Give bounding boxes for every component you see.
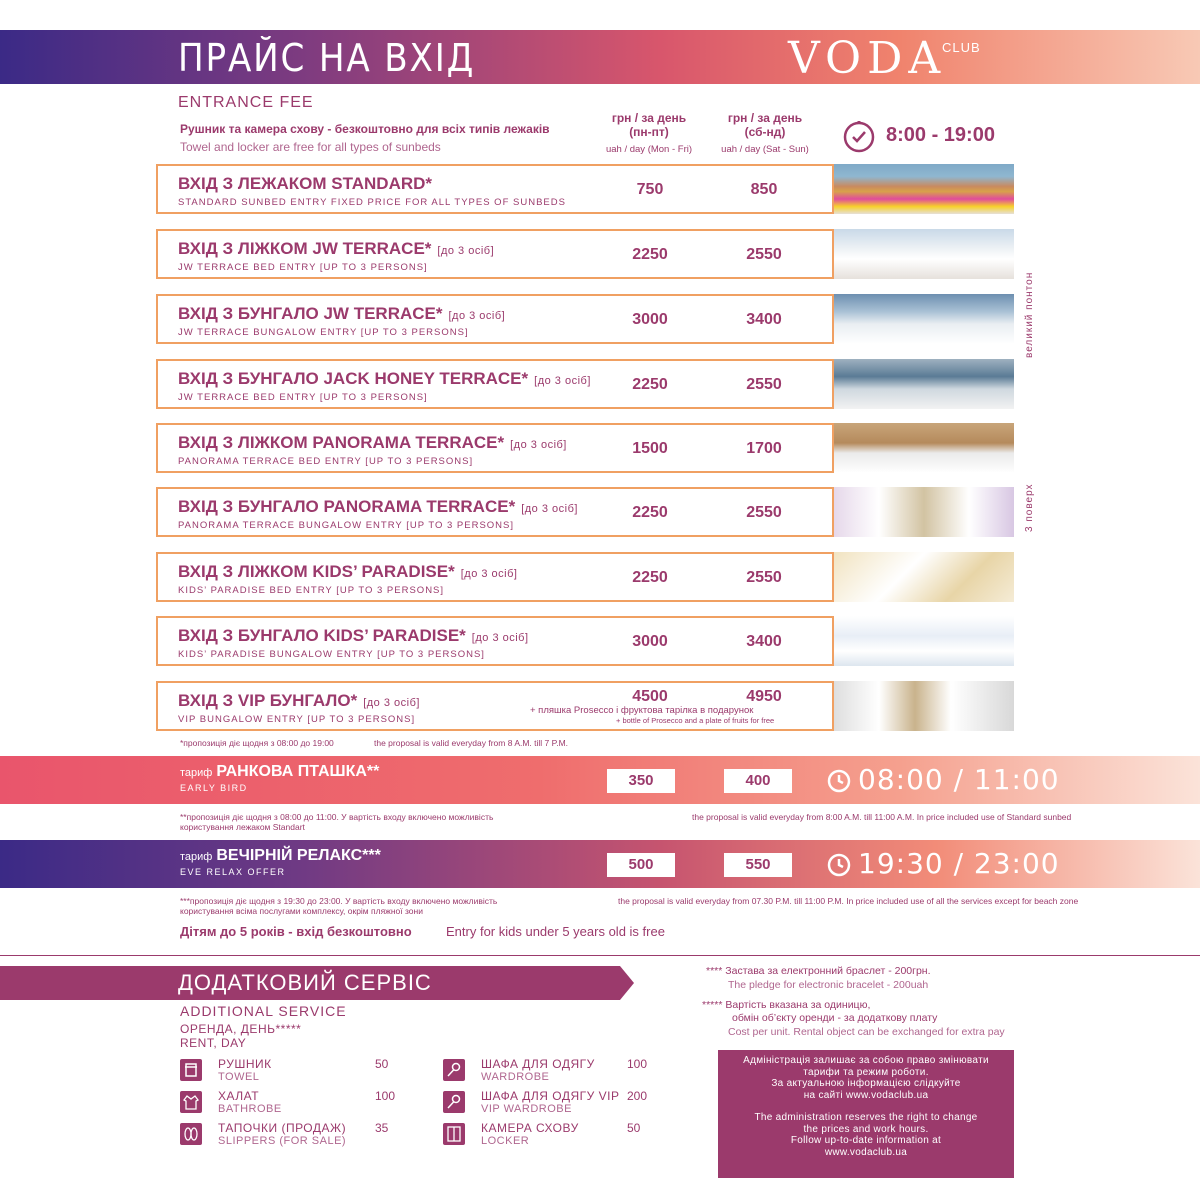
note-bracelet-uk: **** Застава за електронний браслет - 200грн. [706,965,931,977]
price-weekend: 1700 [746,440,782,457]
price-weekend: 2550 [746,376,782,393]
row-note: [до 3 осіб] [363,697,420,709]
administration-notice [718,1050,1014,1178]
key-icon [443,1059,465,1081]
row-note: [до 3 осіб] [471,632,529,644]
key-icon [443,1091,465,1113]
row-note: [до 3 осіб] [510,439,567,451]
row-sub: JW TERRACE BUNGALOW ENTRY [UP TO 3 PERSONS] [178,327,469,338]
admin-line: www.vodaclub.ua [824,1146,908,1158]
admin-line: Адміністрація залишає за собою право змінювати [743,1055,989,1066]
row-title: ВХІД З ЛІЖКОМ PANORAMA TERRACE* [178,433,505,452]
note-unit-en: Cost per unit. Rental object can be exchanged for extra pay [728,1026,1005,1038]
vip-bungalow-photo [834,681,1014,731]
side-label-floor: 3 поверх [1024,483,1035,532]
weekend-sub: uah / day (Sat - Sun) [721,144,809,155]
price-weekday: 750 [636,181,664,198]
price-weekday: 2250 [632,504,668,521]
price-weekday: 2250 [632,376,668,393]
logo-club-text: CLUB [942,40,981,55]
row-title: ВХІД З ЛІЖКОМ JW TERRACE* [178,239,432,258]
opening-hours: 8:00 - 19:00 [886,124,995,146]
row-sub: JW TERRACE BED ENTRY [UP TO 3 PERSONS] [178,262,428,273]
weekend-title: грн / за день [727,111,803,125]
jw-terrace-bungalow-photo [834,294,1014,344]
early-bird-title [180,763,379,781]
jw-terrace-bed-photo [834,229,1014,279]
price-weekday: 3000 [632,311,668,328]
row-title: ВХІД З ЛІЖКОМ KIDS’ PARADISE* [178,562,455,581]
service-price: 100 [375,1089,396,1103]
price-row [156,616,834,666]
price-weekend: 3400 [746,311,782,328]
jack-honey-photo [834,359,1014,409]
note-bracelet-en: The pledge for electronic bracelet - 200uah [728,979,929,991]
standard-sunbed-photo [834,164,1014,214]
tariff-prefix: тариф [180,851,213,863]
row-sub: JW TERRACE BED ENTRY [UP TO 3 PERSONS] [178,392,428,403]
eve-relax-weekday-price: 500 [607,853,675,877]
service-en: WARDROBE [481,1071,550,1083]
row-note: [до 3 осіб] [460,568,518,580]
note-unit-uk-1: ***** Вартість вказана за одиницю, [702,999,871,1011]
kids-bed-photo [834,552,1014,602]
tariff-prefix: тариф [180,767,213,779]
service-en: SLIPPERS (FOR SALE) [218,1135,347,1147]
footnote-1-uk: *пропозиція діє щодня з 08:00 до 19:00 [180,738,334,748]
panorama-bungalow-photo [834,487,1014,537]
price-weekday: 3000 [632,633,668,650]
service-name: ХАЛАТ [218,1089,260,1103]
row-title: ВХІД З VIP БУНГАЛО* [178,691,358,710]
admin-line: За актуальною інформацією слідкуйте [771,1078,961,1089]
admin-line: Follow up-to-date information at [790,1135,942,1146]
early-bird-note-en: the proposal is valid everyday from 8:00 A.M. till 11:00 A.M. In price included use of Standard sunbed [692,812,1072,822]
price-row [156,229,834,279]
price-weekend: 4950 [746,688,782,705]
kids-free-uk: Дітям до 5 років - вхід безкоштовно [180,924,412,939]
service-name: ШАФА ДЛЯ ОДЯГУ VIP [481,1089,620,1103]
price-row [156,487,834,537]
row-note: [до 3 осіб] [521,503,578,515]
price-weekday: 2250 [632,246,668,263]
eve-relax-time: 19:30 / 23:00 [858,847,1060,880]
admin-line: The administration reserves the right to change [754,1112,978,1123]
weekend-days: (сб-нд) [744,125,786,139]
service-price: 35 [375,1121,389,1135]
row-sub: PANORAMA TERRACE BED ENTRY [UP TO 3 PERSONS] [178,456,474,467]
admin-line: тарифи та режим роботи. [803,1066,929,1078]
service-price: 200 [627,1089,648,1103]
price-row [156,552,834,602]
entrance-fee-heading: ENTRANCE FEE [178,94,314,111]
early-bird-note-line: **пропозиція діє щодня з 08:00 до 11:00. У вартість входу включено можливість [180,812,494,822]
early-bird-weekday-price: 350 [607,769,675,793]
clock-icon [842,120,876,154]
eve-relax-title [180,847,381,865]
price-weekend: 2550 [746,246,782,263]
price-weekday: 4500 [632,688,668,705]
price-weekend: 2550 [746,569,782,586]
column-header-weekend [700,111,830,157]
service-en: LOCKER [481,1135,530,1147]
row-title: ВХІД З БУНГАЛО KIDS’ PARADISE* [178,626,466,645]
service-en: BATHROBE [218,1103,282,1115]
price-row [156,681,834,731]
row-title: ВХІД З ЛЕЖАКОМ STANDARD* [178,174,433,193]
row-note: [до 3 осіб] [448,310,506,322]
service-name: КАМЕРА СХОВУ [481,1121,579,1135]
voda-logo: VODA [788,33,947,84]
bathrobe-icon [180,1091,202,1113]
admin-line: the prices and work hours. [803,1123,929,1135]
service-name: РУШНИК [218,1057,272,1071]
slippers-icon [180,1123,202,1145]
weekday-days: (пн-пт) [629,125,669,139]
towel-icon [180,1059,202,1081]
note-unit-uk-2: обмін об’єкту оренди - за додаткову плату [732,1012,938,1024]
row-title: ВХІД З БУНГАЛО PANORAMA TERRACE* [178,497,516,516]
price-row [156,359,834,409]
service-name: ШАФА ДЛЯ ОДЯГУ [481,1057,595,1071]
service-en: TOWEL [218,1071,260,1083]
service-price: 50 [375,1057,389,1071]
eve-relax-weekend-price: 550 [724,853,792,877]
panorama-bed-photo [834,423,1014,473]
early-bird-note-line: користування лежаком Standart [180,822,305,832]
price-weekend: 2550 [746,504,782,521]
page-title: ПРАЙС НА ВХІД [178,36,476,80]
eve-relax-sub: EVE RELAX OFFER [180,867,286,877]
early-bird-note-uk [180,812,493,832]
additional-service-title: ДОДАТКОВИЙ СЕРВІС [178,970,432,995]
price-row [156,423,834,473]
price-row [156,294,834,344]
row-sub: PANORAMA TERRACE BUNGALOW ENTRY [UP TO 3 PERSONS] [178,520,515,531]
admin-line: на сайті www.vodaclub.ua [803,1089,929,1101]
price-weekend: 3400 [746,633,782,650]
service-price: 100 [627,1057,648,1071]
column-header-weekday [584,111,714,157]
row-sub: VIP BUNGALOW ENTRY [UP TO 3 PERSONS] [178,714,416,725]
row-title: ВХІД З БУНГАЛО JACK HONEY TERRACE* [178,369,529,388]
locker-icon [443,1123,465,1145]
early-bird-sub: EARLY BIRD [180,783,248,793]
weekday-title: грн / за день [611,111,687,125]
service-price: 50 [627,1121,641,1135]
eve-relax-note-uk [180,896,497,916]
price-row [156,164,834,214]
eve-relax-name: ВЕЧІРНІЙ РЕЛАКС*** [216,847,381,864]
service-name: ТАПОЧКИ (ПРОДАЖ) [218,1121,347,1135]
clock-icon [826,852,852,878]
early-bird-name: РАНКОВА ПТАШКА** [216,763,380,780]
free-towel-uk: Рушник та камера схову - безкоштовно для всіх типів лежаків [180,122,550,136]
row-sub: STANDARD SUNBED ENTRY FIXED PRICE FOR ALL TYPES OF SUNBEDS [178,197,566,208]
divider [0,955,1200,956]
clock-icon [826,768,852,794]
vip-bonus-uk: + пляшка Prosecco і фруктова тарілка в подарунок [530,705,754,716]
side-label-pontoon: великий понтон [1024,271,1035,358]
weekday-sub: uah / day (Mon - Fri) [605,144,693,155]
service-en: VIP WARDROBE [481,1103,572,1115]
early-bird-time: 08:00 / 11:00 [858,763,1060,796]
price-weekend: 850 [750,181,778,198]
additional-service-en: ADDITIONAL SERVICE [180,1003,347,1019]
vip-bonus-en: + bottle of Prosecco and a plate of fruits for free [616,716,775,725]
free-towel-en: Towel and locker are free for all types of sunbeds [180,140,441,154]
footnote-1-en: the proposal is valid everyday from 8 A.M. till 7 P.M. [374,738,569,748]
eve-relax-note-en: the proposal is valid everyday from 07.30 P.M. till 11:00 P.M. In price included use of all the services except for beach zone [618,896,1079,906]
row-title: ВХІД З БУНГАЛО JW TERRACE* [178,304,443,323]
row-sub: KIDS’ PARADISE BED ENTRY [UP TO 3 PERSONS] [178,585,445,596]
price-weekday: 2250 [632,569,668,586]
row-sub: KIDS’ PARADISE BUNGALOW ENTRY [UP TO 3 PERSONS] [178,649,485,660]
early-bird-weekend-price: 400 [724,769,792,793]
rent-day-uk: ОРЕНДА, ДЕНЬ***** [180,1022,302,1036]
row-note: [до 3 осіб] [534,375,591,387]
kids-free-en: Entry for kids under 5 years old is free [446,924,665,939]
kids-bungalow-photo [834,616,1014,666]
rent-day-en: RENT, DAY [180,1036,247,1050]
eve-relax-note-line: користування всіма послугами комплексу, окрім пляжної зони [180,906,423,916]
price-weekday: 1500 [632,440,668,457]
eve-relax-note-line: ***пропозиція діє щодня з 19:30 до 23:00. У вартість входу включено можливість [180,896,498,906]
row-note: [до 3 осіб] [437,245,495,257]
